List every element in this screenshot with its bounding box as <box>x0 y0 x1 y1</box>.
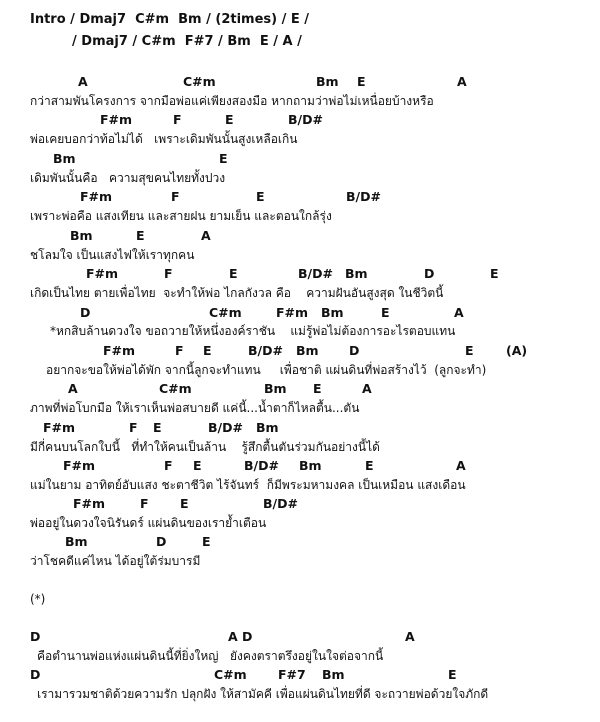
chord: B/D# <box>208 420 243 435</box>
chord: E <box>203 343 212 358</box>
chord: F#m <box>80 189 113 204</box>
chord: Bm <box>316 74 339 89</box>
chord: Bm <box>70 228 93 243</box>
lyric-line: พ่ออยู่ในดวงใจนิรันดร์ แผ่นดินของเราย้ำเตือน <box>30 516 267 530</box>
lyric-line: ภาพที่พ่อโบกมือ ให้เราเห็นพ่อสบายดี แค่นี้...น้ำตาก็ไหลตื้น...ตัน <box>30 401 360 415</box>
lyric-line: ว่าโชคดีแค่ไหน ได้อยู่ใต้ร่มบารมี <box>30 554 201 568</box>
chord: F#m <box>100 112 133 127</box>
chord: E <box>225 112 234 127</box>
chord: E <box>219 151 228 166</box>
chord: F <box>173 112 182 127</box>
chord: E <box>465 343 474 358</box>
chord: Bm <box>65 534 88 549</box>
chord: D <box>156 534 167 549</box>
lyric-line: อยากจะขอให้พ่อได้พัก จากนี้ลูกจะทำแทน เพื่อชาติ แผ่นดินที่พ่อสร้างไว้ (ลูกจะทำ) <box>46 363 487 377</box>
lyric-line: กว่าสามพันโครงการ จากมือพ่อแค่เพียงสองมือ หากถามว่าพ่อไม่เหนื่อยบ้างหรือ <box>30 94 434 108</box>
chord: Bm <box>53 151 76 166</box>
chord: D <box>30 667 41 682</box>
chord: D <box>80 305 91 320</box>
chord: B/D# <box>288 112 323 127</box>
chord: F#m <box>73 496 106 511</box>
chord: A <box>454 305 464 320</box>
chord: F <box>175 343 184 358</box>
chord: C#m <box>209 305 242 320</box>
chord: E <box>448 667 457 682</box>
chord: Bm <box>264 381 287 396</box>
chord: E <box>229 266 238 281</box>
chord: F#m <box>103 343 136 358</box>
chord: A <box>201 228 211 243</box>
intro-line-1: Intro / Dmaj7 C#m Bm / (2times) / E / <box>30 12 310 27</box>
lyric-line: ชโลมใจ เป็นแสงไฟให้เราทุกคน <box>30 248 195 262</box>
chord: A <box>457 74 467 89</box>
section-marker: (*) <box>30 592 46 606</box>
chord: B/D# <box>263 496 298 511</box>
chord: F <box>129 420 138 435</box>
lyric-line: เรามารวมชาติด้วยความรัก ปลุกฝัง ให้สามัคคี เพื่อแผ่นดินไทยที่ดี จะถวายพ่อด้วยใจภักดี <box>37 687 489 701</box>
chord: E <box>202 534 211 549</box>
lyric-line: เกิดเป็นไทย ตายเพื่อไทย จะทำให้พ่อ ไกลกังวล คือ ความฝันอันสูงสุด ในชีวิตนี้ <box>30 286 444 300</box>
chord: F#m <box>86 266 119 281</box>
chord: E <box>136 228 145 243</box>
chord: A <box>405 629 415 644</box>
chord: Bm <box>322 667 345 682</box>
chord: F#m <box>276 305 309 320</box>
chord: A <box>68 381 78 396</box>
chord: B/D# <box>298 266 333 281</box>
chord: F <box>140 496 149 511</box>
chord: A D <box>228 629 253 644</box>
chord: B/D# <box>248 343 283 358</box>
lyric-line: พ่อเคยบอกว่าท้อไม่ได้ เพราะเดิมพันนั้นสูงเหลือเกิน <box>30 132 298 146</box>
chord: E <box>193 458 202 473</box>
lyric-line: *หกสิบล้านดวงใจ ขอถวายให้หนึ่งองค์ราชัน แม่รู้พ่อไม่ต้องการอะไรตอบแทน <box>50 324 456 338</box>
chord: E <box>490 266 499 281</box>
chord: E <box>365 458 374 473</box>
chord: Bm <box>299 458 322 473</box>
chord: D <box>30 629 41 644</box>
chord: A <box>362 381 372 396</box>
chord: F#m <box>63 458 96 473</box>
lyric-line: มีกี่คนบนโลกใบนี้ ที่ทำให้คนเป็นล้าน รู้สึกตื้นตันร่วมกันอย่างนี้ได้ <box>30 440 380 454</box>
chord: C#m <box>183 74 216 89</box>
chord: B/D# <box>346 189 381 204</box>
chord: F <box>164 266 173 281</box>
chord: E <box>381 305 390 320</box>
chord: Bm <box>345 266 368 281</box>
chord: D <box>349 343 360 358</box>
chord: A <box>78 74 88 89</box>
chord: B/D# <box>244 458 279 473</box>
chord: Bm <box>321 305 344 320</box>
chord: E <box>180 496 189 511</box>
lyric-line: เดิมพันนั้นคือ ความสุขคนไทยทั้งปวง <box>30 171 226 185</box>
lyric-line: คือตำนานพ่อแห่งแผ่นดินนี้ที่ยิ่งใหญ่ ยังคงตราตรึงอยู่ในใจต่อจากนี้ <box>37 649 384 663</box>
chord: C#m <box>159 381 192 396</box>
chord: A <box>456 458 466 473</box>
chord: E <box>313 381 322 396</box>
chord: E <box>256 189 265 204</box>
chord: Bm <box>296 343 319 358</box>
lyric-line: เพราะพ่อคือ แสงเทียน และสายฝน ยามเย็น และตอนใกล้รุ่ง <box>30 209 332 223</box>
chord: Bm <box>256 420 279 435</box>
chord: F#7 <box>278 667 306 682</box>
lyric-line: แม่ในยาม อาทิตย์อับแสง ชะตาชีวิต ไร้จันทร์ ก็มีพระมหามงคล เป็นเหมือน แสงเดือน <box>30 478 466 492</box>
chord: E <box>357 74 366 89</box>
intro-line-2: / Dmaj7 / C#m F#7 / Bm E / A / <box>72 34 302 49</box>
chord: F <box>171 189 180 204</box>
chord: D <box>424 266 435 281</box>
chord: (A) <box>506 343 528 358</box>
chord: E <box>153 420 162 435</box>
chord: F#m <box>43 420 76 435</box>
chord: C#m <box>214 667 247 682</box>
chord: F <box>164 458 173 473</box>
